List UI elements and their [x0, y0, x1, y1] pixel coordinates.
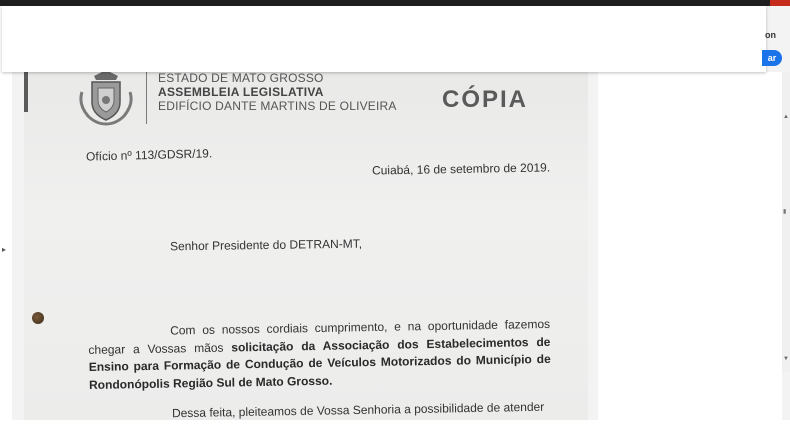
- document-page: [24, 72, 588, 420]
- salutation: Senhor Presidente do DETRAN-MT,: [169, 236, 363, 254]
- page-edge: [24, 72, 28, 112]
- right-side-panel: [598, 72, 782, 420]
- partial-action-button[interactable]: ar: [762, 50, 782, 66]
- overlay-panel[interactable]: [2, 6, 766, 72]
- paragraph-text: Com os nossos cordiais cumprimento, e na oportunidade fazemos chegar a Vossas mãos: [88, 316, 551, 357]
- copy-stamp: CÓPIA: [442, 86, 529, 113]
- partial-label: on: [765, 30, 776, 40]
- scroll-down-icon[interactable]: ▼: [783, 356, 789, 362]
- header-divider: [146, 72, 147, 124]
- document-date: Cuiabá, 16 de setembro de 2019.: [371, 160, 551, 178]
- scroll-marker-icon: ▮: [783, 209, 787, 215]
- expand-panel-icon[interactable]: ▸: [2, 245, 7, 254]
- scroll-up-icon[interactable]: ▲: [783, 114, 789, 120]
- document-reference: Ofício nº 113/GDSR/19.: [85, 146, 213, 164]
- punch-hole: [32, 312, 44, 324]
- header-state: ESTADO DE MATO GROSSO: [158, 72, 324, 85]
- paragraph-bold-text: solicitação da Associação dos Estabelecimentos de Ensino para Formação de Condução de Veículos Motorizados do Município de Rondonópolis Região Sul de Mato Grosso.: [88, 334, 551, 392]
- coat-of-arms-icon: [76, 72, 136, 128]
- bottom-bar: [0, 420, 790, 444]
- header-assembly: ASSEMBLEIA LEGISLATIVA: [158, 85, 324, 99]
- body-paragraph: [88, 316, 551, 394]
- body-paragraph-2: Dessa feita, pleiteamos de Vossa Senhoria a possibilidade de atender: [171, 399, 545, 420]
- header-building: EDIFÍCIO DANTE MARTINS DE OLIVEIRA: [158, 99, 397, 113]
